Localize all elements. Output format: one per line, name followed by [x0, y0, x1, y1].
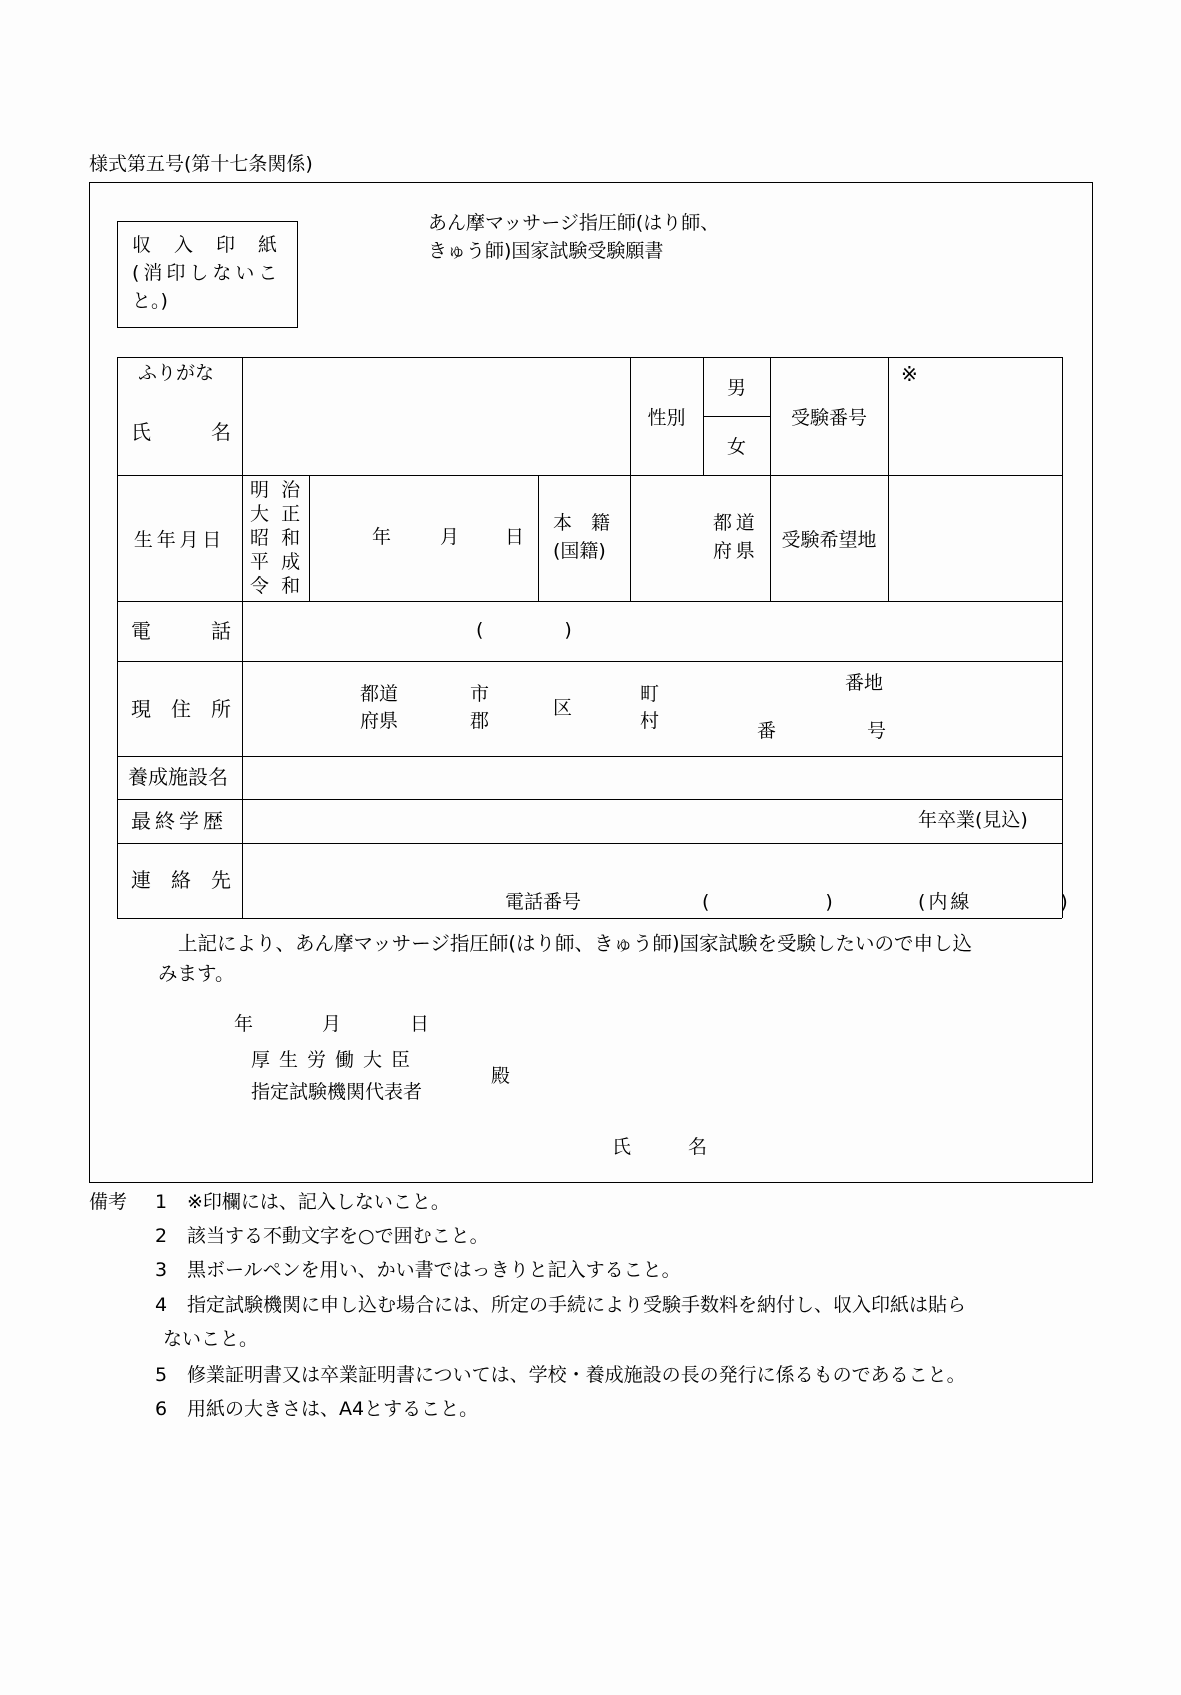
declaration-line2: みます。	[158, 962, 235, 985]
prefecture-label-1: 都道	[713, 512, 759, 534]
contact-extension: (内線 )	[918, 891, 1071, 913]
stamp-box-line1: 収 入 印 紙	[132, 234, 280, 256]
address-go: 号	[867, 720, 887, 742]
note-2-text: 該当する不動文字を○で囲むこと。	[187, 1225, 489, 1247]
era-selector[interactable]: 明 治 大 正 昭 和 平 成 令 和	[250, 479, 301, 597]
addressee-designated-body: 指定試験機関代表者	[251, 1081, 423, 1103]
desired-location-input[interactable]	[890, 477, 1060, 599]
dob-year-label: 年	[372, 526, 392, 548]
furigana-label: ふりがな	[138, 362, 215, 384]
signature-name-label: 氏 名	[612, 1136, 708, 1158]
note-4-text: 指定試験機関に申し込む場合には、所定の手続により受験手数料を納付し、収入印紙は貼ら	[187, 1294, 967, 1316]
furigana-input[interactable]	[244, 359, 628, 387]
office-use-mark: ※	[901, 362, 918, 386]
dob-label: 生年月日	[133, 528, 226, 551]
education-label: 最終学歴	[131, 809, 227, 833]
date-day-label: 日	[410, 1013, 430, 1035]
phone-label: 電 話	[131, 619, 231, 643]
education-input[interactable]	[244, 801, 904, 841]
note-4-number: 4	[155, 1294, 168, 1316]
stamp-box-line2: (消印しないこ	[132, 262, 282, 284]
note-3-number: 3	[155, 1259, 168, 1281]
note-6-number: 6	[155, 1398, 168, 1420]
note-2-number: 2	[155, 1225, 168, 1247]
addressee-minister: 厚生労働大臣	[251, 1049, 420, 1071]
dob-day-label: 日	[505, 526, 525, 548]
contact-phone-label: 電話番号	[505, 891, 582, 913]
sex-male-option[interactable]: 男	[726, 377, 746, 399]
declaration-line1: 上記により、あん摩マッサージ指圧師(はり師、きゅう師)国家試験を受験したいので申し込	[178, 932, 973, 955]
dob-month-label: 月	[440, 526, 460, 548]
note-3-text: 黒ボールペンを用い、かい書ではっきりと記入すること。	[187, 1259, 681, 1281]
note-6-text: 用紙の大きさは、A4とすること。	[187, 1398, 479, 1420]
desired-location-label: 受験希望地	[781, 528, 877, 551]
address-county: 郡	[470, 710, 490, 732]
school-input[interactable]	[244, 758, 1060, 797]
sex-female-option[interactable]: 女	[726, 436, 746, 458]
address-town: 町	[640, 683, 660, 705]
note-4-continuation: ないこと。	[163, 1328, 259, 1350]
school-label: 養成施設名	[128, 765, 228, 789]
notes-heading: 備考	[89, 1191, 128, 1213]
address-prefecture-1: 都道	[360, 683, 399, 705]
address-city: 市	[470, 683, 490, 705]
address-banchi: 番地	[845, 672, 884, 694]
sex-label: 性別	[647, 406, 686, 429]
prefecture-label-2: 府県	[713, 540, 759, 562]
form-number: 様式第五号(第十七条関係)	[89, 153, 313, 175]
address-ward: 区	[553, 697, 573, 719]
form-title-line1: あん摩マッサージ指圧師(はり師、	[428, 212, 720, 234]
education-suffix: 年卒業(見込)	[918, 809, 1028, 831]
phone-parens: ( )	[476, 619, 578, 641]
domicile-label: 本 籍	[553, 512, 611, 534]
name-label: 氏 名	[131, 420, 231, 444]
contact-phone-parens: ( )	[702, 891, 841, 913]
note-5-text: 修業証明書又は卒業証明書については、学校・養成施設の長の発行に係るものであること。	[187, 1364, 966, 1386]
exam-number-label: 受験番号	[790, 406, 867, 429]
date-year-label: 年	[234, 1013, 254, 1035]
address-label: 現 住 所	[131, 697, 231, 721]
note-1-text: ※印欄には、記入しないこと。	[187, 1191, 450, 1213]
form-title-line2: きゅう師)国家試験受験願書	[428, 240, 664, 262]
contact-label: 連 絡 先	[131, 868, 231, 892]
date-month-label: 月	[322, 1013, 342, 1035]
name-input[interactable]	[244, 389, 628, 473]
note-5-number: 5	[155, 1364, 168, 1386]
address-prefecture-2: 府県	[360, 710, 399, 732]
honorific-dono: 殿	[491, 1065, 511, 1087]
address-ban: 番	[757, 720, 777, 742]
nationality-label: (国籍)	[553, 540, 606, 562]
note-1-number: 1	[155, 1191, 168, 1213]
address-village: 村	[640, 710, 660, 732]
stamp-box-line3: と。)	[132, 290, 168, 312]
